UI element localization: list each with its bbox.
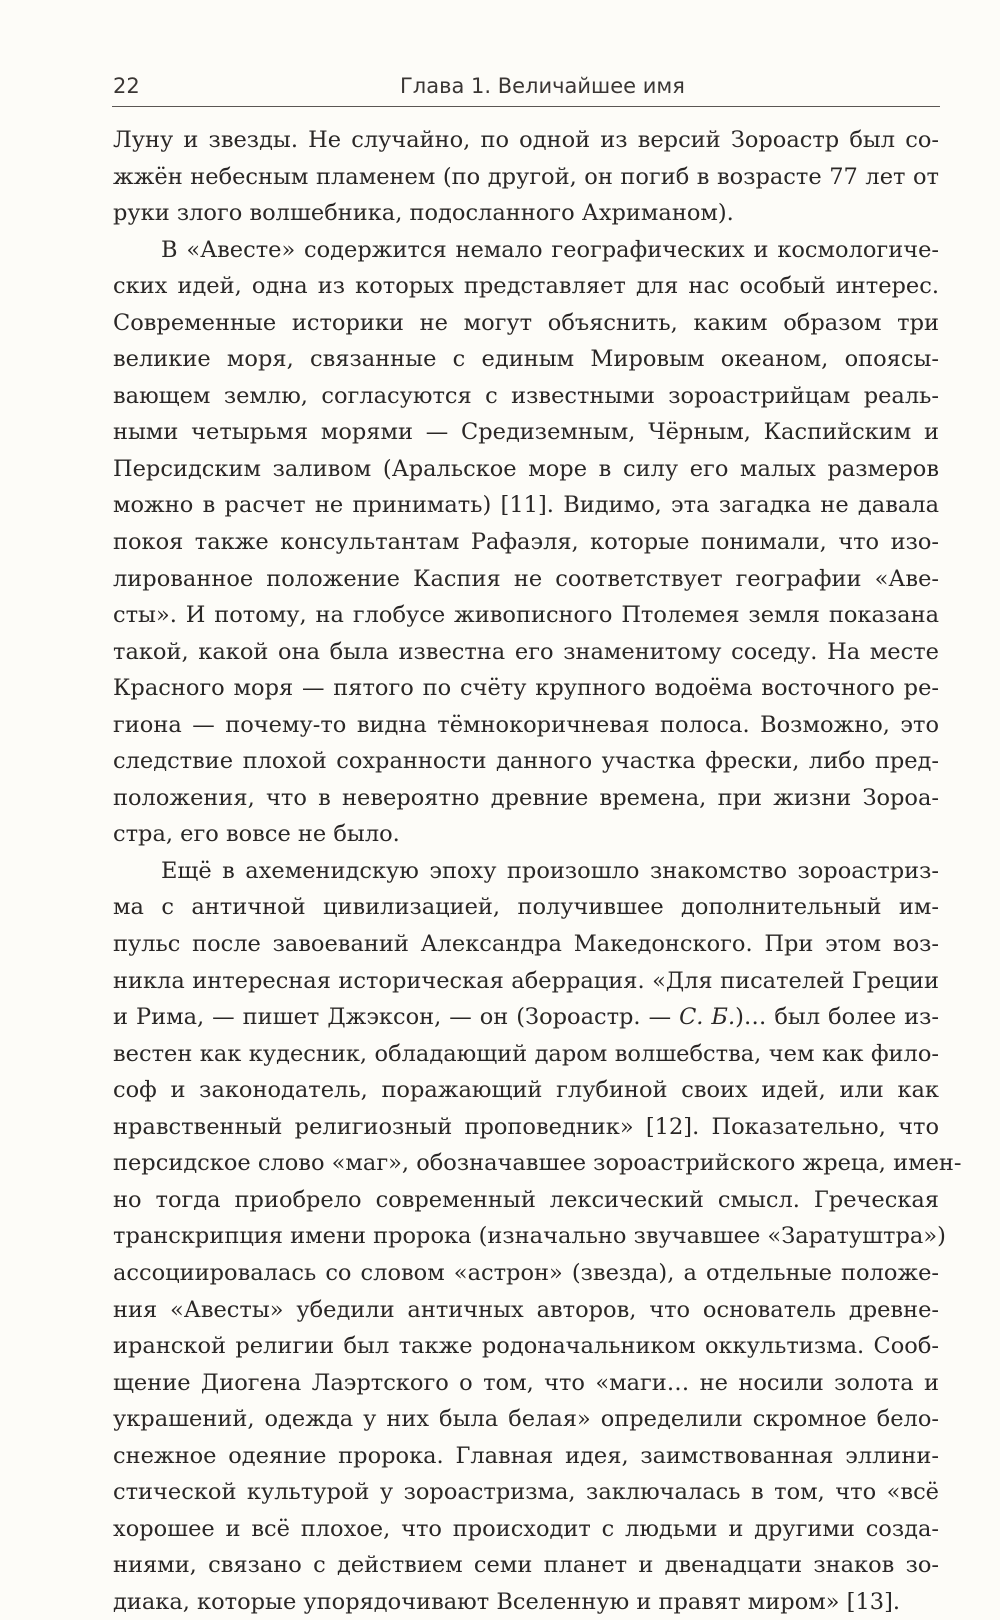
text-line: никла интересная историческая аберрация. «Для писателей Греции [113,967,939,994]
text-line: покоя также консультантам Рафаэля, которые понимали, что изо- [113,529,939,556]
text-line: хорошее и всё плохое, что происходит с людьми и другими созда- [113,1515,939,1542]
text-line: вестен как кудесник, обладающий даром волшебства, чем как фило- [113,1040,939,1067]
text-line: Луну и звезды. Не случайно, по одной из версий Зороастр был со- [113,127,939,153]
text-line: Красного моря — пятого по счёту крупного водоёма восточного ре- [113,675,939,702]
text-line: следствие плохой сохранности данного участка фрески, либо пред- [113,748,939,775]
body-text [113,122,962,1620]
text-line: великие моря, связанные с единым Мировым океаном, опоясы- [113,346,939,373]
text-line: жжён небесным пламенем (по другой, он погиб в возрасте 77 лет от [113,163,939,190]
text-line: можно в расчет не принимать) [11]. Видимо, эта загадка не давала [113,492,939,519]
text-line: ма с античной цивилизацией, получившее дополнительный им- [113,894,939,921]
italic-initials: С. Б. [679,1004,736,1031]
text-line: ассоциировалась со словом «астрон» (звезда), а отдельные положе- [113,1259,939,1286]
text-line: гиона — почему-то видна тёмнокоричневая полоса. Возможно, это [113,711,939,738]
text-line: нравственный религиозный проповедник» [12]. Показательно, что [113,1113,939,1140]
text-line: ниями, связано с действием семи планет и двенадцати знаков зо- [113,1552,939,1579]
text-line: украшений, одежда у них была белая» определили скромное бело- [113,1406,939,1433]
text-line: иранской религии был также родоначальником оккультизма. Сооб- [113,1333,939,1360]
text-line: транскрипция имени пророка (изначально звучавшее «Заратуштра») [113,1223,946,1250]
text-line: пульс после завоеваний Александра Македонского. При этом воз- [113,931,939,958]
text-line: Современные историки не могут объяснить, каким образом три [113,309,939,336]
text-line: стической культурой у зороастризма, заключалась в том, что «всё [113,1479,939,1506]
text-line: сты». И потому, на глобусе живописного Птолемея земля показана [113,602,939,629]
page-number: 22 [113,74,140,98]
paragraph-first-line: В «Авесте» содержится немало географических и космологиче- [161,236,939,263]
text-line: стра, его вовсе не было. [113,821,400,848]
text-line: лированное положение Каспия не соответствует географии «Аве- [113,565,939,592]
text-fragment: )… был более из- [735,1004,939,1031]
text-line: но тогда приобрело современный лексический смысл. Греческая [113,1186,939,1213]
text-line: соф и законодатель, поражающий глубиной своих идей, или как [113,1077,939,1104]
chapter-title: Глава 1. Величайшее имя [400,74,685,98]
text-line-with-italic [113,999,939,1036]
text-line: ными четырьмя морями — Средиземным, Чёрным, Каспийским и [113,419,939,446]
paragraph-first-line: Ещё в ахеменидскую эпоху произошло знакомство зороастриз- [161,857,939,884]
text-fragment: и Рима, — пишет Джэксон, — он (Зороастр. — [113,1004,680,1031]
text-line: Персидским заливом (Аральское море в силу его малых размеров [113,455,939,482]
running-header [112,72,940,107]
text-line: персидское слово «маг», обозначавшее зороастрийского жреца, имен- [113,1150,962,1177]
text-line: ских идей, одна из которых представляет для нас особый интерес. [113,273,939,300]
text-line: положения, что в невероятно древние времена, при жизни Зороа- [113,784,939,811]
text-line: щение Диогена Лаэртского о том, что «маги… не носили золота и [113,1369,939,1396]
text-line: руки злого волшебника, подосланного Ахриманом). [113,200,734,227]
text-line: вающем землю, согласуются с известными зороастрийцам реаль- [113,382,939,409]
text-line: такой, какой она была известна его знаменитому соседу. На месте [113,638,939,665]
text-line: ния «Авесты» убедили античных авторов, что основатель древне- [113,1296,939,1323]
text-line: диака, которые упорядочивают Вселенную и правят миром» [13]. [113,1588,901,1615]
text-line: снежное одеяние пророка. Главная идея, заимствованная эллини- [113,1442,939,1469]
